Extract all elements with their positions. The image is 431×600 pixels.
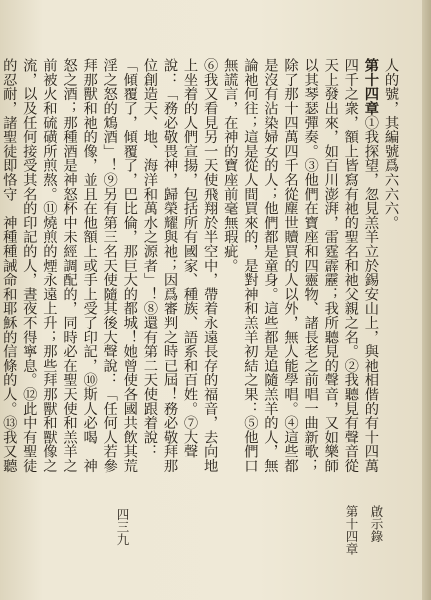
page-edge [422, 0, 431, 600]
chapter-title: 第十四章 [362, 58, 379, 116]
book-title: 啟示錄 [369, 505, 384, 543]
paragraph-text: ①我探望，忽見羔羊立於錫安山上，與祂相偕的有十四萬四千之衆，額上皆寫有祂的聖名和祂父親之名。②我聽見有聲音從天上發出來，如百川澎湃，雷霆霹靂；我所聽見的聲音，又如樂師以其琴瑟彈奏。③他們在寶座和四靈物、諸長老之前唱一曲新歌；除了那十四萬四千名從塵世贖買的人以外，無人能學唱。④這些都是沒有沾染婦女的人；他們都是童身。這些都是追隨羔羊的人，無論祂何往；這是從人間買來的，是對神和羔羊初結之果：⑤他們口無謊言，在神的寶座前毫無瑕疵。 [222, 58, 379, 473]
page-number: 四三九 [115, 508, 130, 546]
paragraph: 人的號，其編號爲六六六。 [383, 58, 399, 230]
paragraph [220, 58, 381, 478]
running-chapter: 第十四章 [344, 505, 359, 555]
body-text [0, 58, 401, 478]
paragraph: ⑥我又看見另一天使飛翔於半空中，帶着永遠長存的福音，去向地上坐着的人們宣揚，包括所有國家、種族、語系和百姓。⑦大聲說：「務必敬畏神，歸榮耀與祂；因爲審判之時已屆！務必敬拜那位創造天、地、海洋和萬水之源者」！⑧還有第二天使跟着說：「傾覆了，傾覆了，巴比倫，那巨大的都城！她曾使各國共飲其荒淫之怒的鴆酒」！⑨另有第三名天使隨其後大聲說：「任何人若參拜那獸和祂的像，並且在他額上或手上受了印記，⑩斯人必喝 神怒之酒；那種酒是神怒杯中未經調配的，同時必在聖天使和羔羊之前被火和硫磺所煎熬。⑪燒煎的煙永遠上升；那些拜那獸和獸像之流，以及任何接受其名的印記的人，晝夜不得寧息。⑫此中有聖徒的忍耐，諸聖徒即恪守 神種種誡命和耶穌的信條的人。⑬我又聽 [1, 58, 219, 473]
